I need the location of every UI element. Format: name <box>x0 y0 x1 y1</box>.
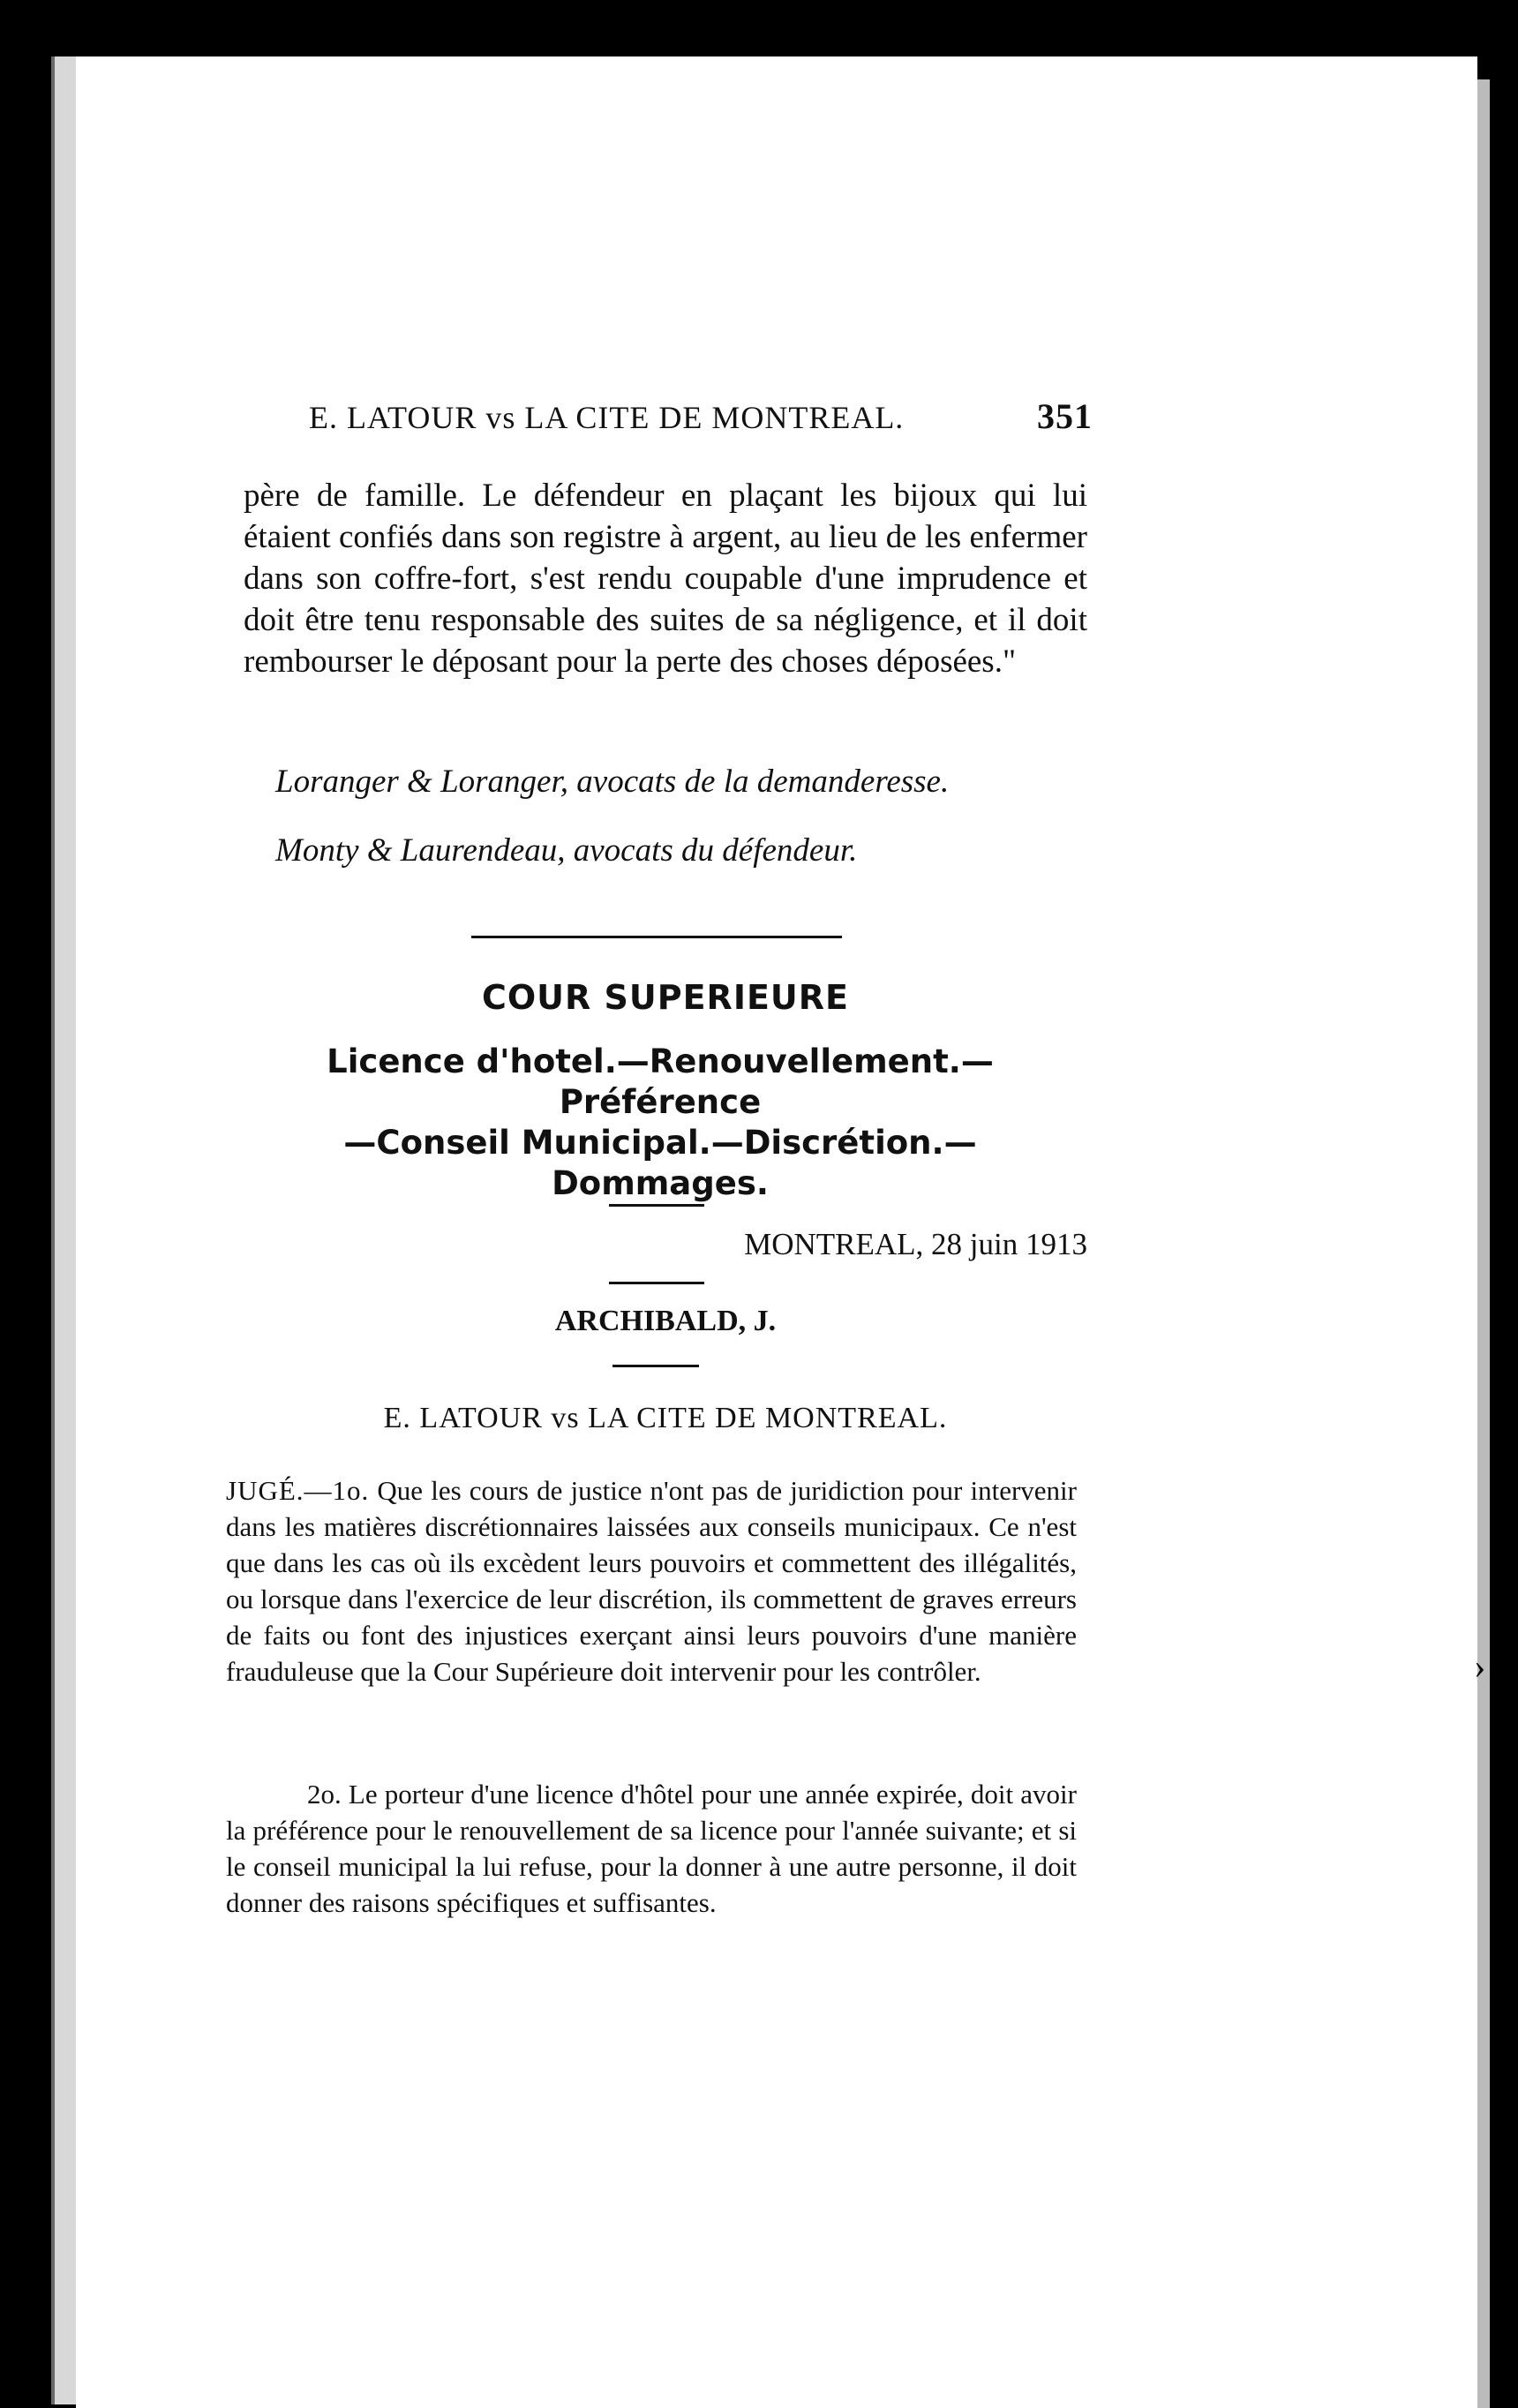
running-title: E. LATOUR vs LA CITE DE MONTREAL. <box>309 400 905 435</box>
judge-text: ARCHIBALD, J. <box>554 1305 777 1337</box>
page-number: 351 <box>1037 396 1093 436</box>
short-divider <box>612 1365 699 1367</box>
scan-right-edge <box>1477 79 1490 2408</box>
court-heading: COUR SUPERIEURE <box>481 978 849 1017</box>
holding-2: 2o. Le porteur d'une licence d'hôtel pour une année expirée, doit avoir la préférence pour le renouvellement de sa licence pour l'année suivante; et si le conseil municipal la lui refuse, pour la donner à une autre personne, il doit donner des raisons spécifiques et suffisantes. <box>226 1779 1077 1918</box>
holding-1-text: Que les cours de justice n'ont pas de juridiction pour intervenir dans les matières discrétionnaires laissées aux conseils municipaux. Ce n'est que dans les cas où ils excèdent leurs pouvoirs et commettent des illégalités, ou lorsque dans l'exercice de leur discrétion, ils commettent de graves erreurs de faits ou font des injustices exerçant ainsi leurs pouvoirs d'une manière frauduleuse que la Cour Supérieure doit intervenir pour les contrôler. <box>226 1475 1077 1687</box>
place-date: MONTREAL, 28 juin 1913 <box>744 1227 1087 1261</box>
body-paragraph: père de famille. Le défendeur en plaçant les bijoux qui lui étaient confiés dans son registre à argent, au lieu de les enfermer dans son coffre-fort, s'est rendu coupable d'une imprudence et doit être tenu responsable des suites de sa négligence, et il doit rembourser le déposant pour la perte des choses déposées." <box>244 478 1087 680</box>
counsel-plaintiff: Loranger & Loranger, avocats de la demanderesse. <box>275 764 950 800</box>
counsel-defendant: Monty & Laurendeau, avocats du défendeur. <box>275 832 858 869</box>
holding-1 <box>226 1472 1077 1689</box>
section-divider <box>471 936 842 938</box>
headnote-line: Dommages. <box>552 1164 769 1202</box>
headnote-line: —Conseil Municipal.—Discrétion.— <box>343 1124 977 1162</box>
judge-name <box>244 1305 1087 1338</box>
headnote <box>226 1042 1094 1204</box>
short-divider <box>609 1282 704 1284</box>
headnote-line: Licence d'hotel.—Renouvellement.—Préférence <box>327 1042 994 1121</box>
case-title: E. LATOUR vs LA CITE DE MONTREAL. <box>383 1402 948 1434</box>
scan-mark: › <box>1474 1646 1486 1686</box>
holding-label: JUGÉ.—1o. <box>226 1475 370 1506</box>
short-divider <box>609 1204 704 1207</box>
